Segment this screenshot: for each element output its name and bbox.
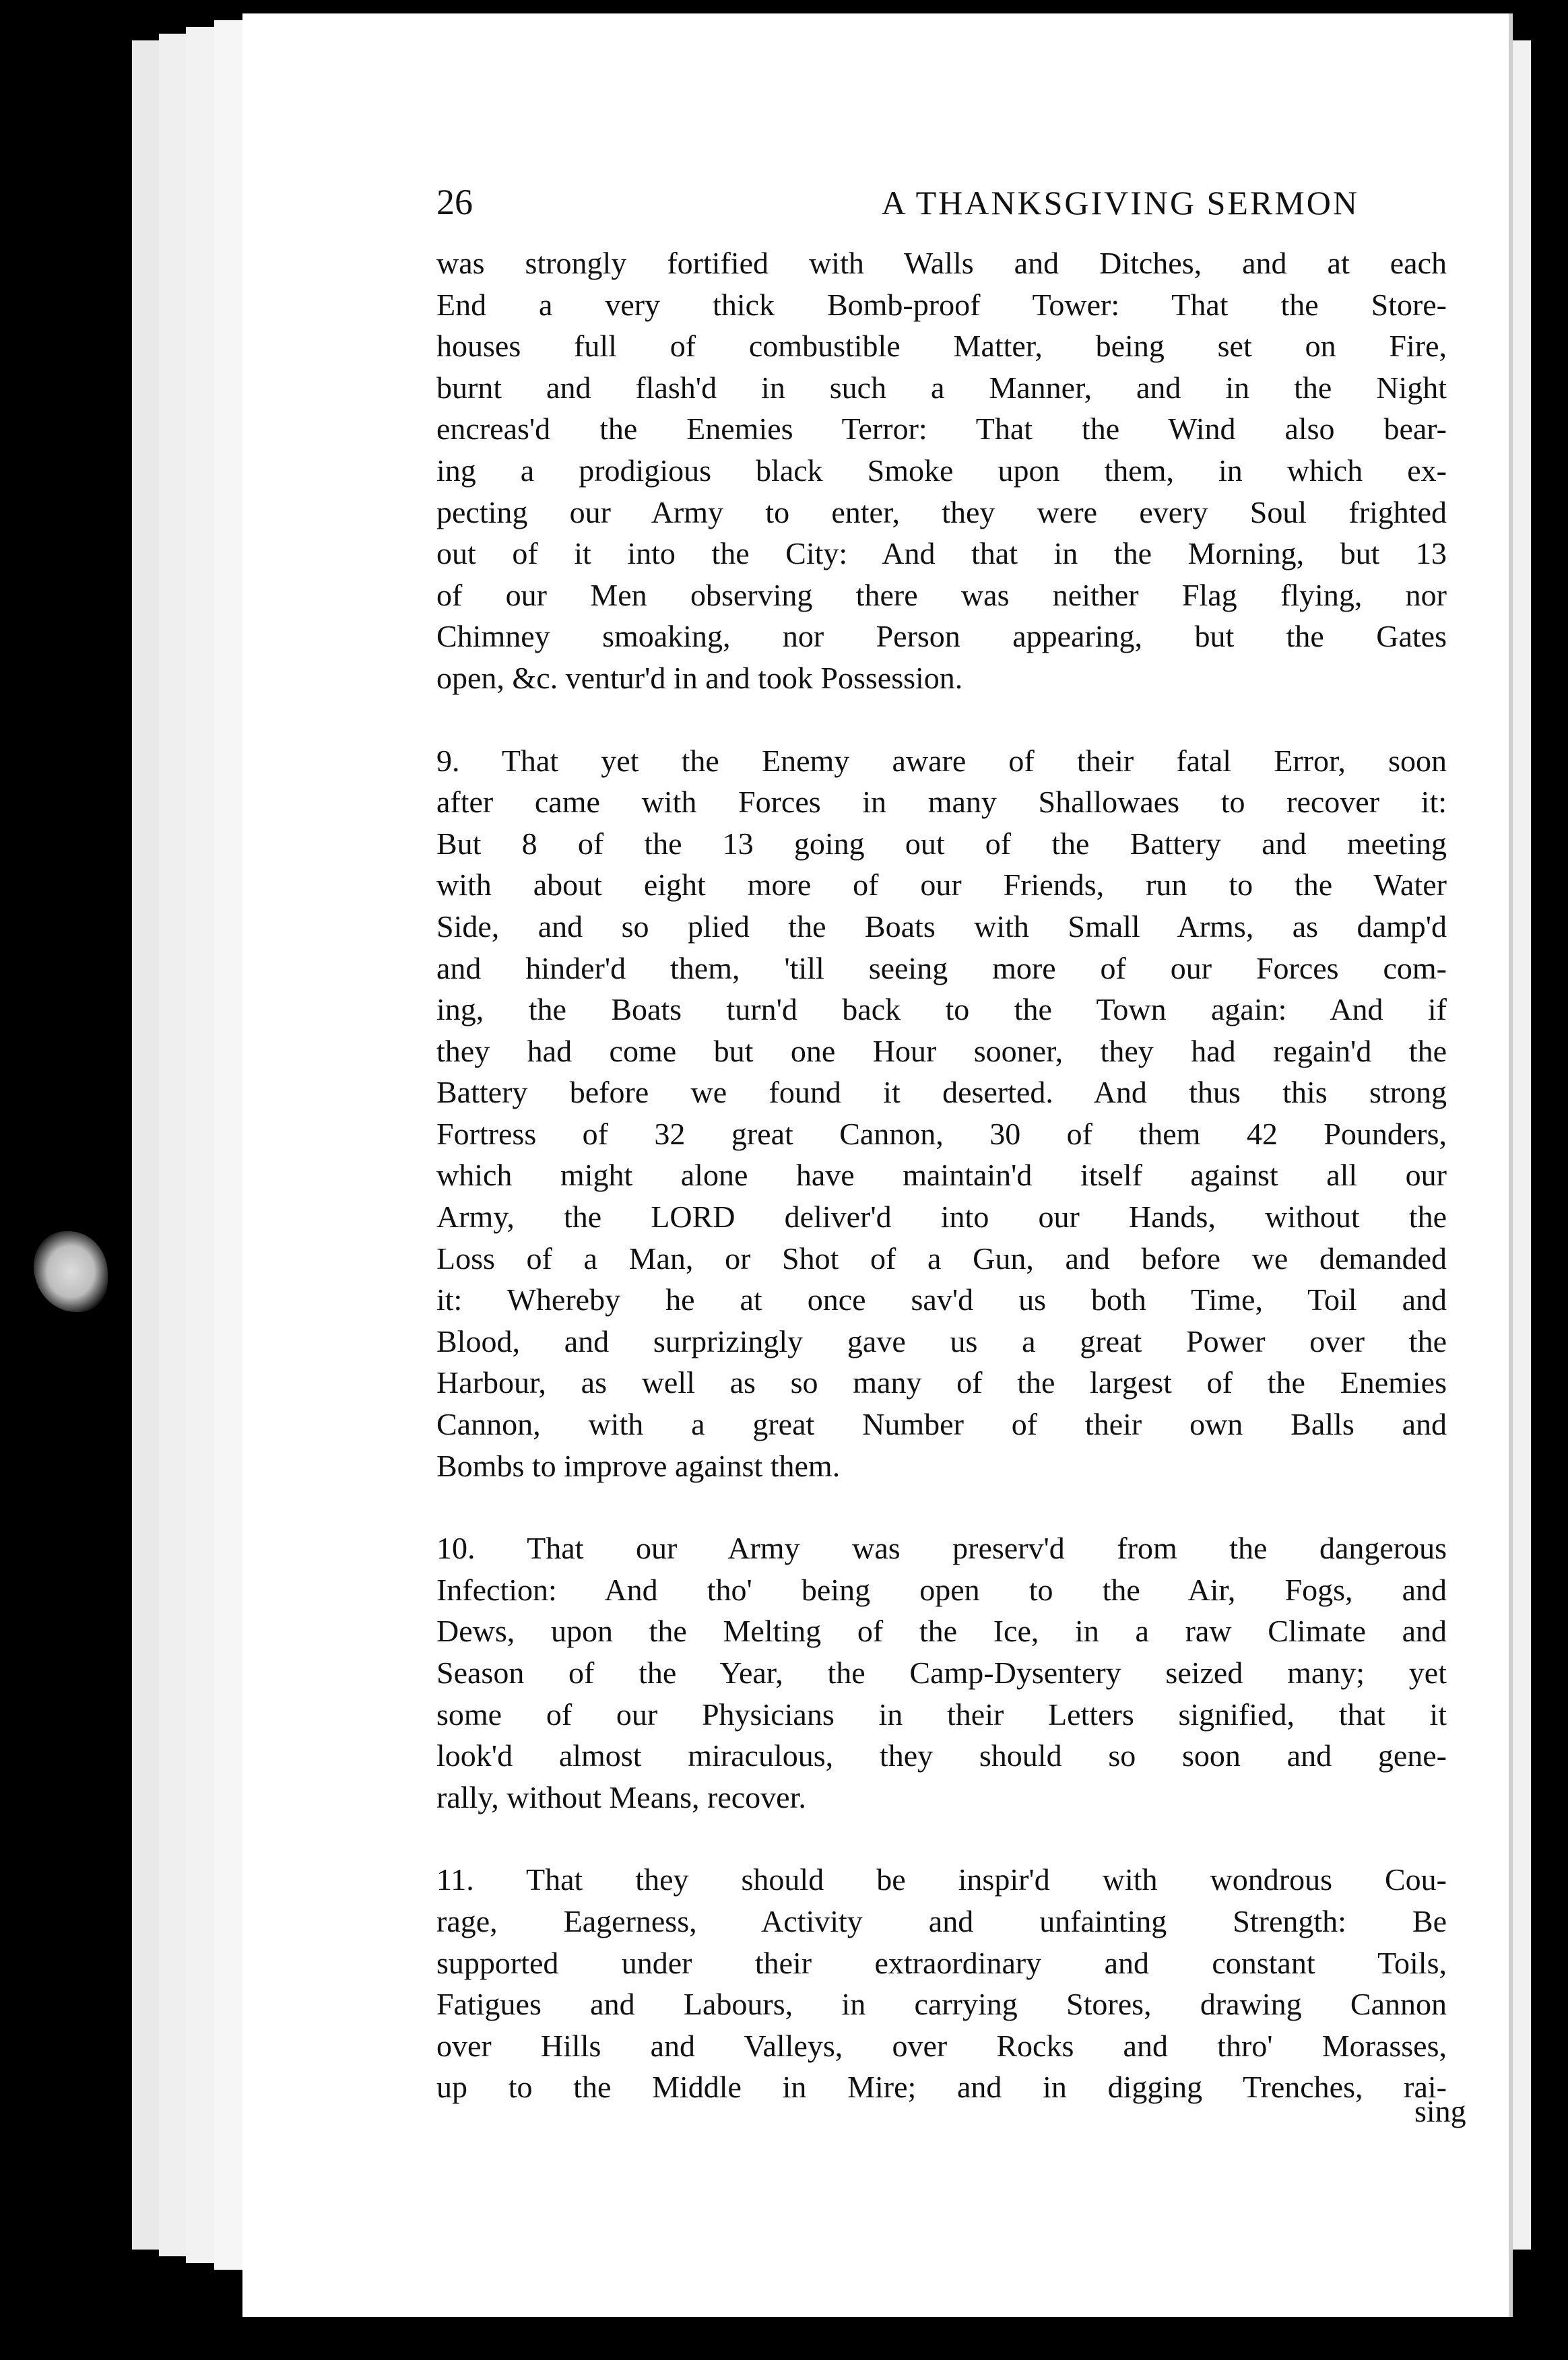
text-line: 11. That they should be inspir'd with wondrous Cou- — [436, 1862, 1447, 1897]
text-line: Cannon, with a great Number of their own Balls and — [436, 1407, 1447, 1442]
text-line: Season of the Year, the Camp-Dysentery seized many; yet — [436, 1656, 1447, 1690]
text-line: Dews, upon the Melting of the Ice, in a raw Climate and — [436, 1614, 1447, 1649]
text-line: rage, Eagerness, Activity and unfainting Strength: Be — [436, 1903, 1447, 1938]
text-line: Chimney smoaking, nor Person appearing, but the Gates — [436, 619, 1447, 654]
catchword: sing — [1414, 2094, 1466, 2128]
text-line: 10. That our Army was preserv'd from the dangerous — [436, 1531, 1447, 1566]
page-number: 26 — [436, 182, 473, 222]
text-line: But 8 of the 13 going out of the Battery and meeting — [436, 826, 1447, 861]
text-line: Side, and so plied the Boats with Small Arms, as damp'd — [436, 909, 1447, 944]
text-line: Harbour, as well as so many of the largest of the Enemies — [436, 1365, 1447, 1400]
text-line: houses full of combustible Matter, being set on Fire, — [436, 329, 1447, 364]
page-header — [436, 182, 1447, 229]
text-line: Loss of a Man, or Shot of a Gun, and before we demanded — [436, 1241, 1447, 1276]
text-line: Fortress of 32 great Cannon, 30 of them 42 Pounders, — [436, 1116, 1447, 1151]
running-title: A THANKSGIVING SERMON — [881, 184, 1359, 222]
text-line: encreas'd the Enemies Terror: That the Wind also bear- — [436, 412, 1447, 447]
paragraph — [436, 242, 1447, 699]
paragraph — [436, 740, 1447, 1487]
text-line: they had come but one Hour sooner, they had regain'd the — [436, 1033, 1447, 1068]
text-line: Army, the LORD deliver'd into our Hands, without the — [436, 1200, 1447, 1235]
text-line: was strongly fortified with Walls and Ditches, and at each — [436, 246, 1447, 280]
paragraph-gap — [436, 699, 1447, 740]
text-line: supported under their extraordinary and constant Toils, — [436, 1945, 1447, 1980]
text-line: and hinder'd them, 'till seeing more of our Forces com- — [436, 950, 1447, 985]
paragraph-gap — [436, 1486, 1447, 1528]
text-line: of our Men observing there was neither Flag flying, nor — [436, 577, 1447, 612]
text-line: pecting our Army to enter, they were every Soul frighted — [436, 494, 1447, 529]
text-line: ing, the Boats turn'd back to the Town again: And if — [436, 992, 1447, 1027]
text-line: Bombs to improve against them. — [436, 1448, 841, 1483]
paper-damage-blot — [34, 1231, 108, 1312]
text-line: Battery before we found it deserted. And thus this strong — [436, 1075, 1447, 1110]
text-line: 9. That yet the Enemy aware of their fatal Error, soon — [436, 743, 1447, 778]
paragraph — [436, 1859, 1447, 2108]
paragraph-gap — [436, 1818, 1447, 1859]
text-line: Blood, and surprizingly gave us a great Power over the — [436, 1323, 1447, 1358]
text-line: which might alone have maintain'd itself against all our — [436, 1158, 1447, 1193]
text-line: burnt and flash'd in such a Manner, and in the Night — [436, 370, 1447, 405]
text-line: rally, without Means, recover. — [436, 1779, 806, 1814]
text-line: open, &c. ventur'd in and took Possession. — [436, 660, 963, 695]
text-line: with about eight more of our Friends, run to the Water — [436, 867, 1447, 903]
text-line: it: Whereby he at once sav'd us both Time, Toil and — [436, 1282, 1447, 1317]
paragraph — [436, 1528, 1447, 1818]
text-line: out of it into the City: And that in the Morning, but 13 — [436, 536, 1447, 571]
text-line: Fatigues and Labours, in carrying Stores, drawing Cannon — [436, 1987, 1447, 2022]
text-line: End a very thick Bomb-proof Tower: That the Store- — [436, 287, 1447, 322]
body-text — [436, 242, 1447, 2108]
text-line: after came with Forces in many Shallowaes to recover it: — [436, 785, 1447, 820]
text-line: look'd almost miraculous, they should so soon and gene- — [436, 1738, 1447, 1773]
text-line: up to the Middle in Mire; and in digging Trenches, rai- — [436, 2070, 1447, 2105]
text-line: some of our Physicians in their Letters signified, that it — [436, 1697, 1447, 1732]
text-line: Infection: And tho' being open to the Air, Fogs, and — [436, 1572, 1447, 1607]
text-line: ing a prodigious black Smoke upon them, in which ex- — [436, 453, 1447, 488]
text-line: over Hills and Valleys, over Rocks and thro' Morasses, — [436, 2028, 1447, 2063]
page-text — [436, 182, 1447, 2108]
